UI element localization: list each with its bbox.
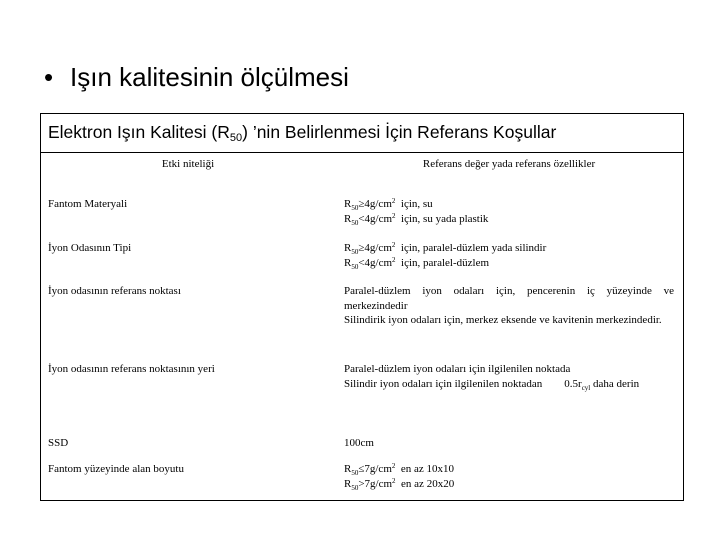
row-value: 100cm — [344, 437, 374, 449]
row-label: Fantom yüzeyinde alan boyutu — [48, 463, 184, 475]
row-value: $R_{50}\le 7g/cm^2$ en az 10x10 $R_{50}>7g/cm^2$ en az 20x20 — [344, 462, 455, 492]
header-col-quality: Etki niteliği — [161, 158, 215, 170]
row-label: SSD — [48, 437, 69, 449]
reference-conditions-table — [40, 113, 684, 501]
row-value: Paralel-düzlem iyon odaları için, pencerenin iç yüzeyinde ve merkezindedir Silindirik iyon odaları için, merkez eksende ve kavitenin merkezindedir. — [344, 285, 674, 326]
row-label: Fantom Materyali — [48, 198, 128, 210]
row-label: İyon odasının referans noktası — [48, 285, 181, 297]
row-value: $R_{50}\ge 4g/cm^2$ için, su $R_{50}<4g/cm^2$ için, su yada plastik — [344, 197, 489, 227]
slide-heading — [44, 62, 349, 93]
heading-text: Işın kalitesinin ölçülmesi — [70, 62, 349, 92]
header-col-reference: Referans değer yada referans özellikler — [422, 158, 596, 170]
row-value: Paralel-düzlem iyon odaları için ilgilenilen noktada Silindir iyon odaları için ilgilenilen noktadan $0.5r_{cyl}$ daha derin — [344, 363, 640, 392]
bullet-icon: • — [44, 62, 54, 92]
row-label: İyon odasının referans noktasının yeri — [48, 363, 215, 375]
row-value: $R_{50}\ge 4g/cm^2$ için, paralel-düzlem yada silindir $R_{50}<4g/cm^2$ için, paralel-düzlem — [344, 241, 547, 271]
table-title: Elektron Işın Kalitesi $(R_{50})$ ’nin Belirlenmesi İçin Referans Koşullar — [41, 114, 683, 153]
row-label: İyon Odasının Tipi — [48, 242, 132, 254]
